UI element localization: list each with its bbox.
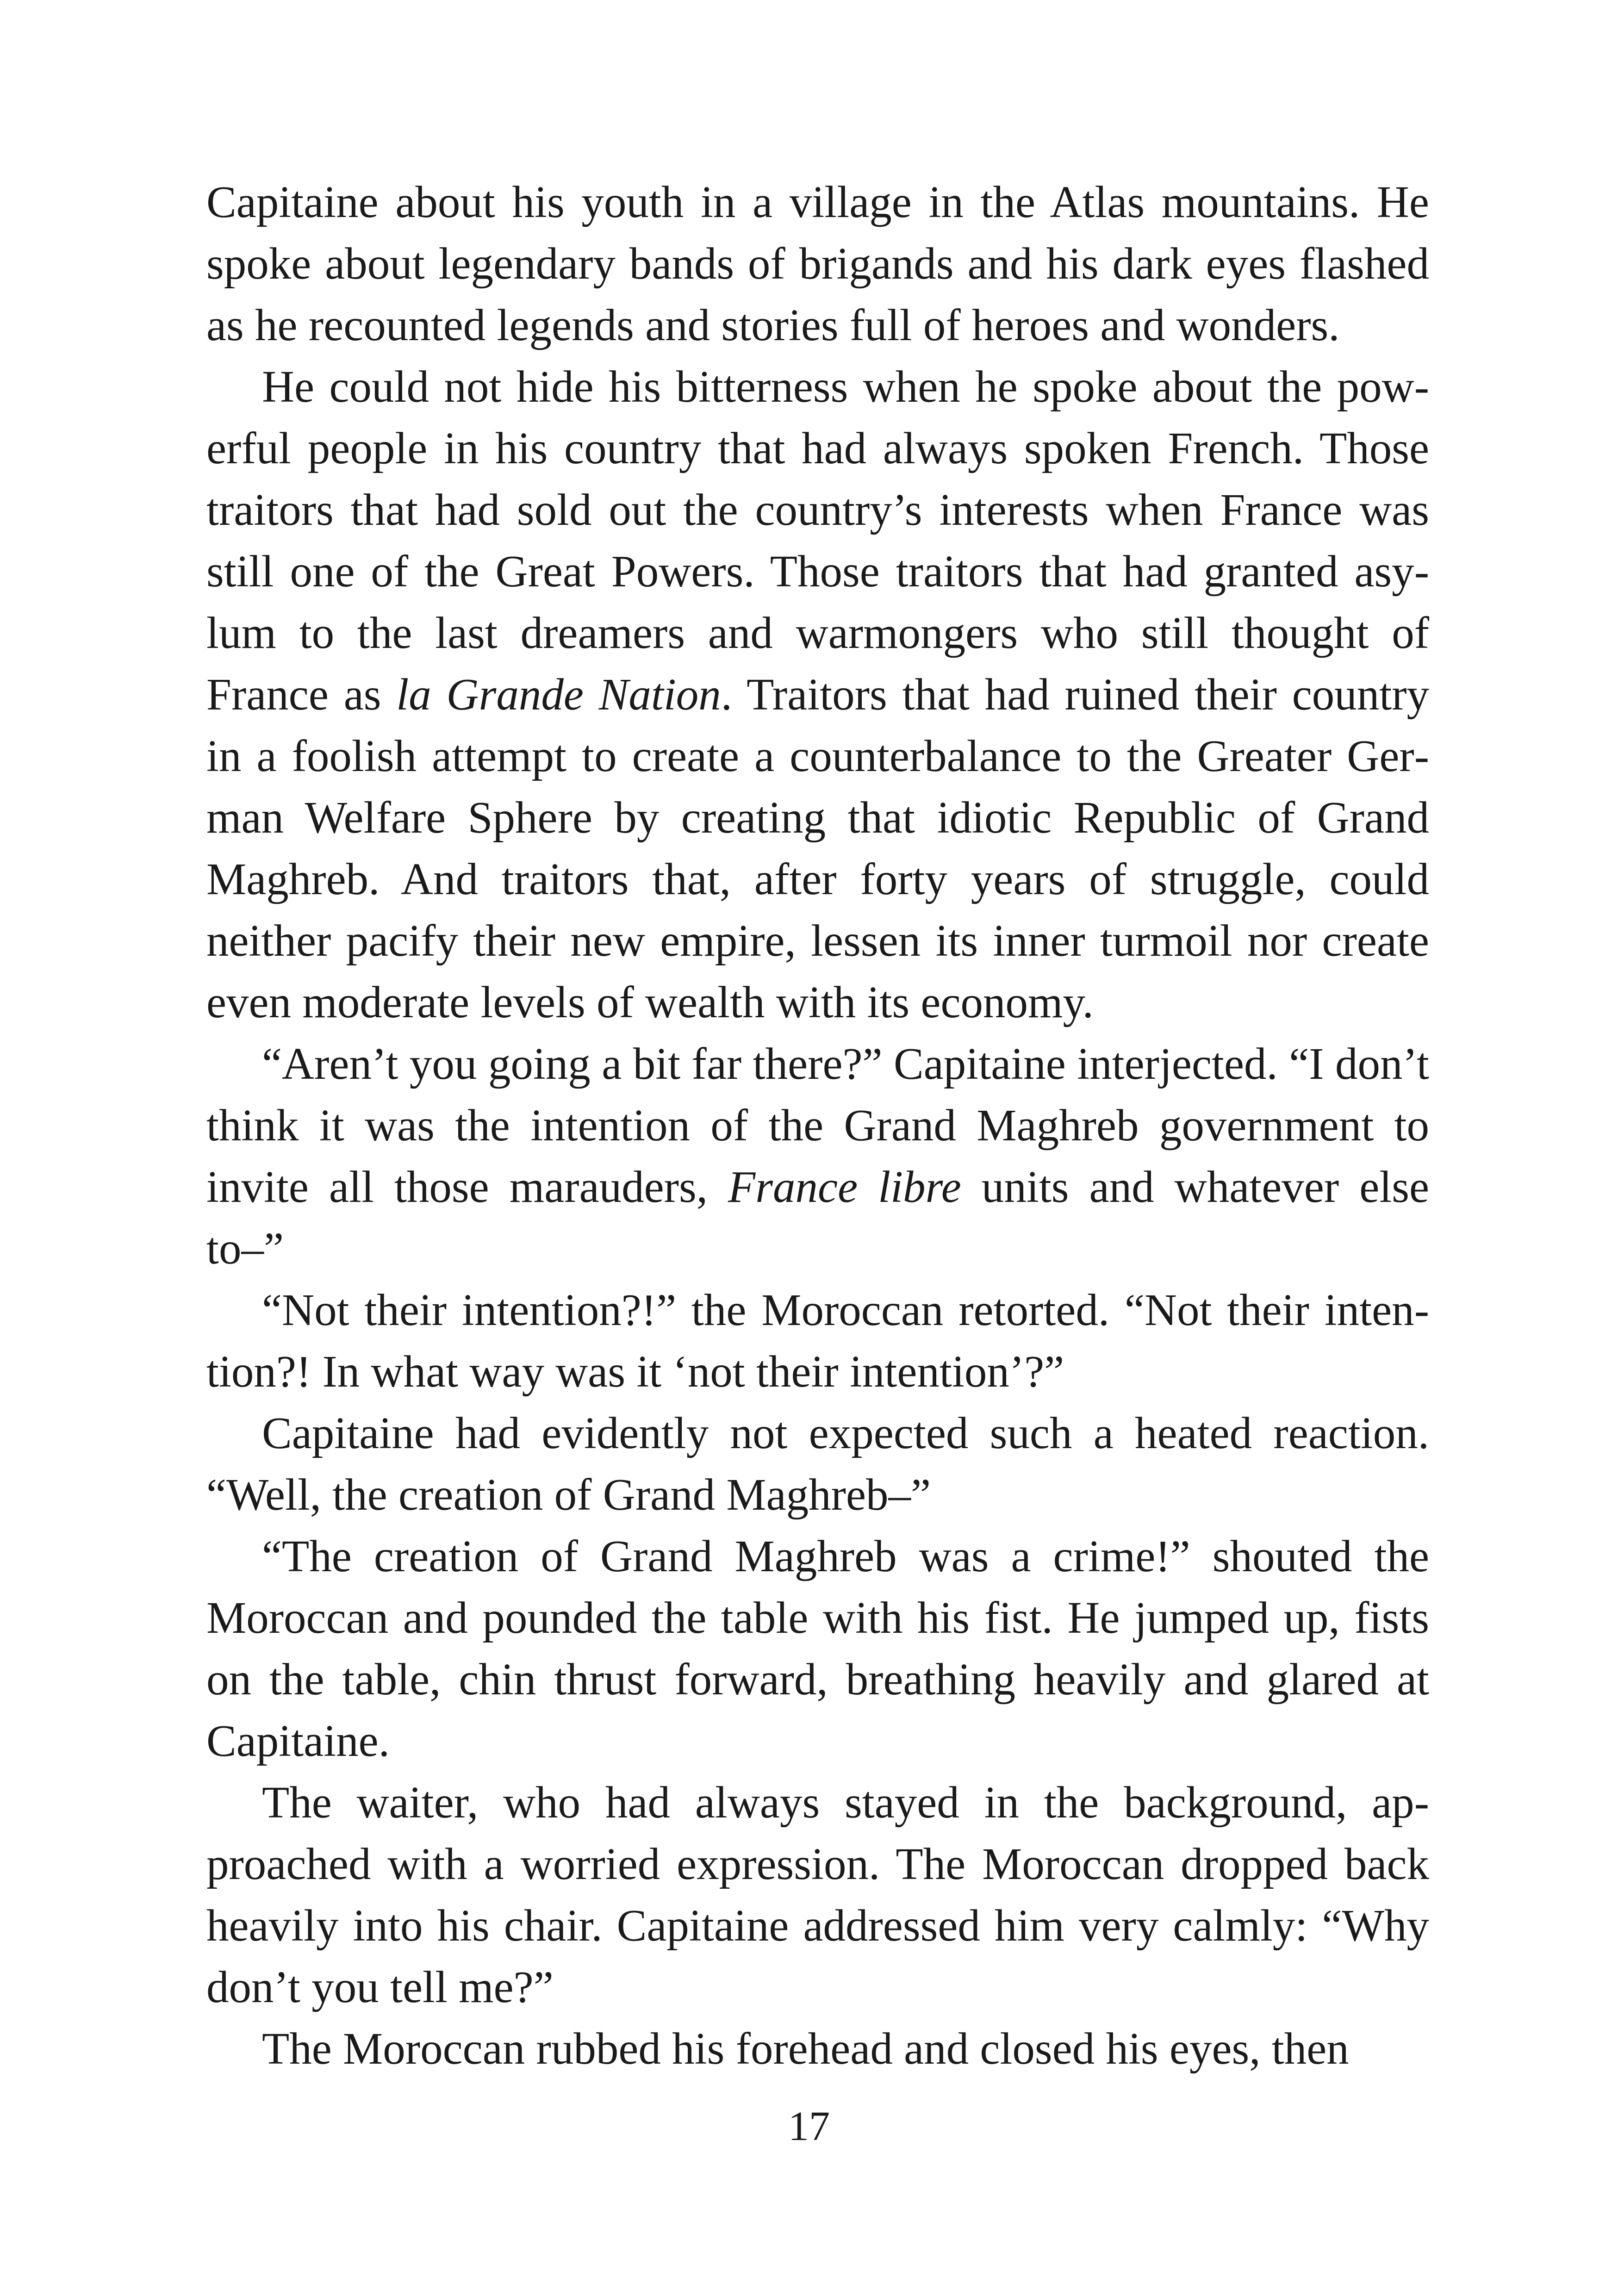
page-number: 17 [788,2103,830,2149]
text-run: Capitaine had evidently not expected such a heated reaction. “Well, the creation of Grand Maghreb–” [206,1408,1429,1519]
paragraph [206,1772,1429,2018]
paragraph [206,1279,1429,1402]
paragraph [206,356,1429,1033]
text-run: units and whatever else to–” [206,1162,1429,1273]
paragraph [206,1402,1429,1525]
text-run: The waiter, who had always stayed in the background, approached with a worried expression. The Moroccan dropped back heavily into his chair. Capitaine addressed him very calmly: “Why don’t you tell me?” [206,1778,1429,2012]
text-run: “Aren’t you going a bit far there?” Capitaine interjected. “I don’t think it was the intention of the Grand Maghreb government to invite all those marauders, [206,1039,1429,1212]
italic-phrase: la Grande Nation [396,670,721,719]
italic-phrase: France libre [728,1162,961,1212]
text-run: The Moroccan rubbed his forehead and closed his eyes, then [262,2024,1349,2073]
text-run: “Not their intention?!” the Moroccan retorted. “Not their intention?! In what way was it ‘not their intention’?” [206,1285,1429,1396]
paragraph [206,1033,1429,1279]
text-run: Capitaine about his youth in a village in the Atlas mountains. He spoke about legendary bands of brigands and his dark eyes flashed as he recounted legends and stories full of heroes and wonders. [206,177,1429,350]
text-run: . Traitors that had ruined their country in a foolish attempt to create a counterbalance to the Greater German Welfare Sphere by creating that idiotic Republic of Grand Maghreb. And traitors that, after forty years of struggle, could neither pacify their new empire, lessen its inner turmoil nor create even moderate levels of wealth with its economy. [206,670,1430,1027]
paragraph [206,171,1429,356]
paragraph [206,1525,1429,1772]
body-text [206,171,1429,2079]
text-run: He could not hide his bitterness when he spoke about the powerful people in his country that had always spoken French. Those traitors that had sold out the country’s interests when France was still one of the Great Powers. Those traitors that had granted asylum to the last dreamers and warmongers who still thought of France as [206,362,1429,719]
text-run: “The creation of Grand Maghreb was a crime!” shouted the Moroccan and pounded the table with his fist. He jumped up, fists on the table, chin thrust forward, breathing heavily and glared at Capitaine. [206,1531,1429,1766]
paragraph [206,2018,1429,2079]
